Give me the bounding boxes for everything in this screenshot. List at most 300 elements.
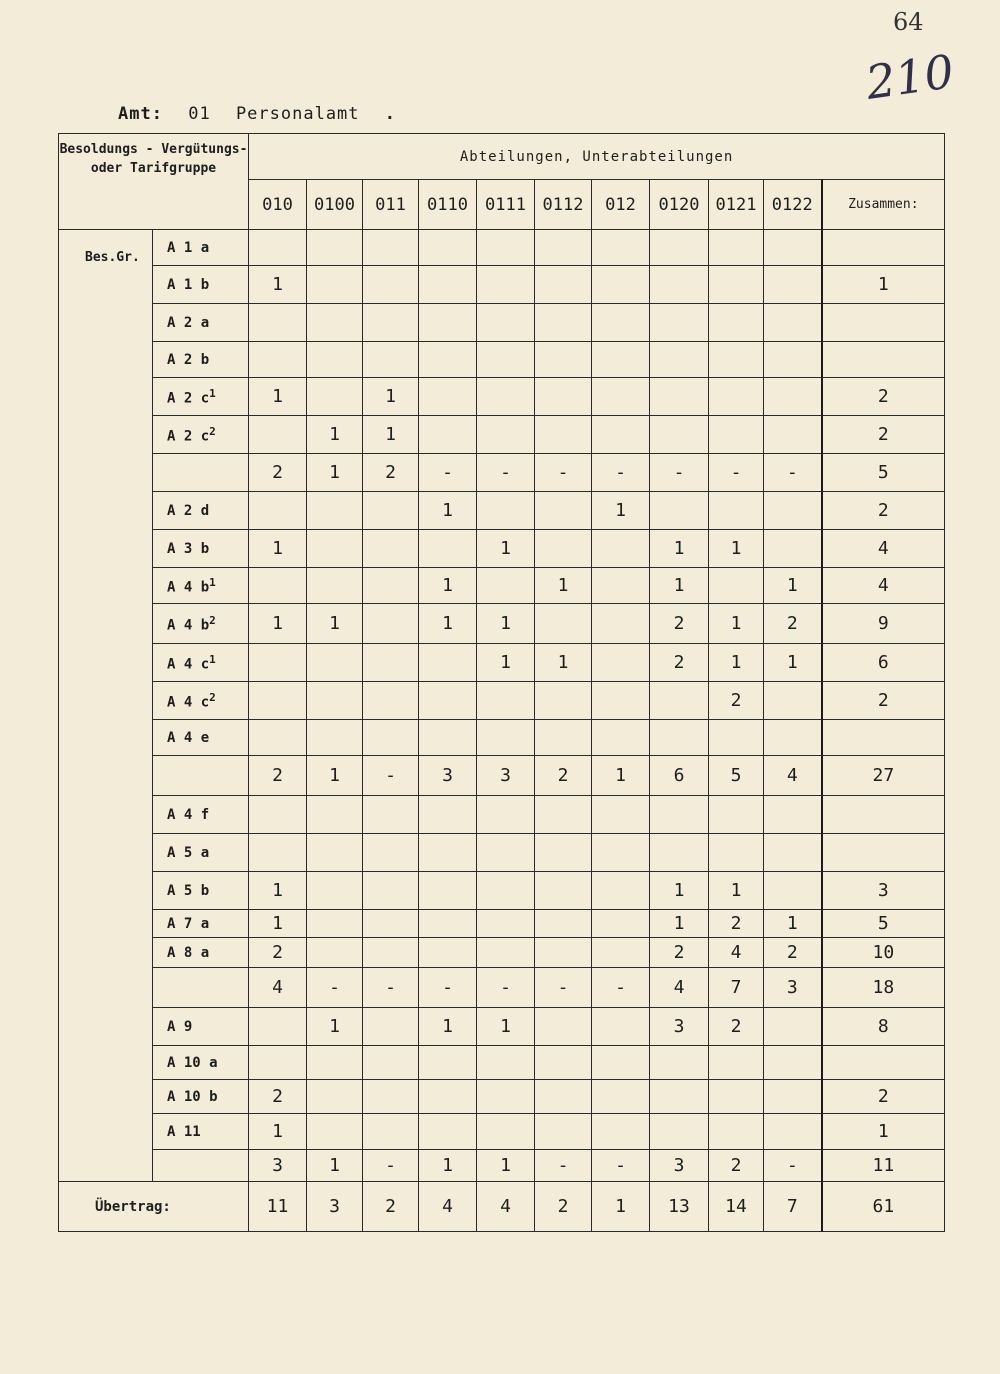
count-cell: 1 bbox=[363, 416, 419, 454]
row-total-cell bbox=[822, 304, 945, 342]
count-cell bbox=[307, 342, 363, 378]
count-cell bbox=[249, 416, 307, 454]
count-cell bbox=[363, 492, 419, 530]
count-cell bbox=[363, 230, 419, 266]
count-cell bbox=[363, 530, 419, 568]
count-cell bbox=[419, 910, 477, 938]
count-cell: 1 bbox=[477, 644, 535, 682]
count-cell: 1 bbox=[249, 378, 307, 416]
count-cell bbox=[477, 1080, 535, 1114]
count-cell bbox=[764, 796, 822, 834]
count-cell bbox=[650, 304, 709, 342]
table-row bbox=[59, 834, 945, 872]
count-cell bbox=[592, 910, 650, 938]
count-cell bbox=[477, 1046, 535, 1080]
count-cell bbox=[307, 644, 363, 682]
count-cell bbox=[363, 682, 419, 720]
count-cell bbox=[419, 1046, 477, 1080]
count-cell bbox=[650, 266, 709, 304]
table-row bbox=[59, 378, 945, 416]
count-cell bbox=[650, 416, 709, 454]
count-cell bbox=[363, 796, 419, 834]
count-cell bbox=[764, 266, 822, 304]
grade-cell bbox=[153, 968, 249, 1008]
count-cell bbox=[592, 834, 650, 872]
grade-superscript: 1 bbox=[209, 386, 216, 400]
handwritten-folio-number: 210 bbox=[862, 44, 958, 110]
count-cell bbox=[419, 230, 477, 266]
count-cell bbox=[477, 720, 535, 756]
grade-label: A 10 a bbox=[167, 1054, 218, 1071]
count-cell: - bbox=[307, 968, 363, 1008]
count-cell bbox=[709, 568, 764, 604]
count-cell bbox=[592, 266, 650, 304]
count-cell bbox=[650, 342, 709, 378]
count-cell: 1 bbox=[535, 568, 592, 604]
count-cell bbox=[764, 378, 822, 416]
row-total-cell bbox=[822, 342, 945, 378]
table-row bbox=[59, 604, 945, 644]
row-total-cell: 5 bbox=[822, 910, 945, 938]
grade-label: A 4 e bbox=[167, 729, 210, 746]
grade-superscript: 1 bbox=[209, 652, 216, 666]
count-cell bbox=[764, 230, 822, 266]
count-cell bbox=[650, 1114, 709, 1150]
count-cell: 3 bbox=[650, 1150, 709, 1182]
count-cell bbox=[764, 834, 822, 872]
column-header-010: 010 bbox=[249, 180, 307, 230]
subtotal-row bbox=[59, 968, 945, 1008]
office-code: 01 bbox=[188, 104, 211, 124]
count-cell bbox=[592, 530, 650, 568]
count-cell bbox=[764, 416, 822, 454]
count-cell: 2 bbox=[650, 644, 709, 682]
grade-label: A 7 a bbox=[167, 915, 210, 932]
count-cell bbox=[249, 342, 307, 378]
row-total-cell: 27 bbox=[822, 756, 945, 796]
count-cell: 4 bbox=[249, 968, 307, 1008]
count-cell: 1 bbox=[764, 568, 822, 604]
count-cell: 3 bbox=[419, 756, 477, 796]
grade-cell bbox=[153, 304, 249, 342]
count-cell: - bbox=[709, 454, 764, 492]
grade-group-label: Bes.Gr. bbox=[59, 230, 153, 1182]
count-cell bbox=[764, 682, 822, 720]
count-cell bbox=[592, 644, 650, 682]
row-total-cell bbox=[822, 720, 945, 756]
count-cell bbox=[592, 304, 650, 342]
count-cell bbox=[535, 682, 592, 720]
count-cell bbox=[477, 568, 535, 604]
count-cell: 1 bbox=[650, 910, 709, 938]
grade-cell bbox=[153, 1080, 249, 1114]
office-label: Amt: bbox=[118, 104, 163, 124]
count-cell bbox=[249, 492, 307, 530]
row-total-cell: 2 bbox=[822, 378, 945, 416]
count-cell bbox=[363, 834, 419, 872]
count-cell bbox=[419, 720, 477, 756]
count-cell: 1 bbox=[249, 604, 307, 644]
count-cell bbox=[592, 1008, 650, 1046]
count-cell: 2 bbox=[535, 756, 592, 796]
grade-label: A 5 a bbox=[167, 844, 210, 861]
office-name: Personalamt bbox=[235, 104, 360, 124]
count-cell: - bbox=[650, 454, 709, 492]
carry-over-total: 61 bbox=[822, 1182, 945, 1232]
grade-cell bbox=[153, 342, 249, 378]
count-cell bbox=[363, 342, 419, 378]
row-total-cell: 5 bbox=[822, 454, 945, 492]
row-total-cell: 1 bbox=[822, 1114, 945, 1150]
table-row bbox=[59, 872, 945, 910]
grade-cell bbox=[153, 720, 249, 756]
count-cell bbox=[709, 378, 764, 416]
count-cell bbox=[477, 492, 535, 530]
grade-cell bbox=[153, 796, 249, 834]
carry-over-cell: 14 bbox=[709, 1182, 764, 1232]
count-cell bbox=[709, 492, 764, 530]
count-cell bbox=[363, 304, 419, 342]
grade-cell bbox=[153, 682, 249, 720]
count-cell: 1 bbox=[249, 910, 307, 938]
count-cell bbox=[592, 416, 650, 454]
table-row bbox=[59, 530, 945, 568]
count-cell bbox=[592, 230, 650, 266]
count-cell bbox=[592, 720, 650, 756]
grade-label: A 3 b bbox=[167, 540, 210, 557]
grade-cell bbox=[153, 530, 249, 568]
carry-over-label: Übertrag: bbox=[59, 1182, 249, 1232]
count-cell bbox=[592, 1114, 650, 1150]
row-total-cell: 2 bbox=[822, 682, 945, 720]
count-cell bbox=[477, 304, 535, 342]
count-cell bbox=[535, 416, 592, 454]
count-cell bbox=[535, 304, 592, 342]
count-cell bbox=[764, 530, 822, 568]
count-cell: 6 bbox=[650, 756, 709, 796]
count-cell bbox=[307, 1046, 363, 1080]
count-cell: - bbox=[419, 454, 477, 492]
count-cell bbox=[535, 834, 592, 872]
count-cell bbox=[535, 604, 592, 644]
count-cell bbox=[477, 230, 535, 266]
row-total-cell bbox=[822, 796, 945, 834]
table-row bbox=[59, 416, 945, 454]
count-cell: 3 bbox=[477, 756, 535, 796]
count-cell: 1 bbox=[650, 568, 709, 604]
row-total-cell: 9 bbox=[822, 604, 945, 644]
count-cell bbox=[307, 492, 363, 530]
count-cell: 2 bbox=[363, 454, 419, 492]
count-cell bbox=[535, 796, 592, 834]
column-header-0120: 0120 bbox=[650, 180, 709, 230]
count-cell bbox=[419, 796, 477, 834]
count-cell: 2 bbox=[764, 938, 822, 968]
subtotal-row bbox=[59, 454, 945, 492]
column-header-012: 012 bbox=[592, 180, 650, 230]
count-cell: 3 bbox=[650, 1008, 709, 1046]
count-cell: 4 bbox=[650, 968, 709, 1008]
grade-label: A 9 bbox=[167, 1018, 193, 1035]
row-total-cell: 2 bbox=[822, 1080, 945, 1114]
grade-cell bbox=[153, 834, 249, 872]
count-cell: 1 bbox=[249, 530, 307, 568]
table-row bbox=[59, 910, 945, 938]
staffing-table bbox=[58, 133, 945, 1232]
grade-cell bbox=[153, 230, 249, 266]
column-header-0100: 0100 bbox=[307, 180, 363, 230]
count-cell bbox=[419, 872, 477, 910]
count-cell bbox=[307, 1080, 363, 1114]
count-cell: - bbox=[592, 454, 650, 492]
row-total-cell: 2 bbox=[822, 416, 945, 454]
count-cell bbox=[249, 1008, 307, 1046]
count-cell: 3 bbox=[249, 1150, 307, 1182]
count-cell bbox=[419, 266, 477, 304]
grade-cell bbox=[153, 492, 249, 530]
count-cell bbox=[709, 1046, 764, 1080]
count-cell bbox=[764, 492, 822, 530]
count-cell: 1 bbox=[419, 1150, 477, 1182]
count-cell: 5 bbox=[709, 756, 764, 796]
count-cell bbox=[307, 530, 363, 568]
count-cell bbox=[592, 378, 650, 416]
count-cell bbox=[363, 644, 419, 682]
count-cell bbox=[592, 872, 650, 910]
row-total-cell: 18 bbox=[822, 968, 945, 1008]
count-cell bbox=[249, 796, 307, 834]
count-cell bbox=[363, 1008, 419, 1046]
count-cell bbox=[419, 682, 477, 720]
count-cell bbox=[249, 720, 307, 756]
count-cell bbox=[307, 1114, 363, 1150]
count-cell: 1 bbox=[709, 530, 764, 568]
count-cell bbox=[764, 1046, 822, 1080]
count-cell: - bbox=[535, 1150, 592, 1182]
row-total-cell: 2 bbox=[822, 492, 945, 530]
count-cell bbox=[477, 872, 535, 910]
column-header-0112: 0112 bbox=[535, 180, 592, 230]
count-cell: 1 bbox=[307, 604, 363, 644]
count-cell bbox=[535, 230, 592, 266]
count-cell bbox=[650, 720, 709, 756]
count-cell bbox=[419, 378, 477, 416]
count-cell bbox=[592, 1046, 650, 1080]
row-total-cell bbox=[822, 834, 945, 872]
count-cell bbox=[419, 1114, 477, 1150]
count-cell bbox=[249, 230, 307, 266]
table-row bbox=[59, 938, 945, 968]
count-cell: - bbox=[477, 968, 535, 1008]
row-total-cell: 8 bbox=[822, 1008, 945, 1046]
count-cell bbox=[363, 910, 419, 938]
carry-over-cell: 7 bbox=[764, 1182, 822, 1232]
count-cell bbox=[363, 938, 419, 968]
page-number: 64 bbox=[893, 8, 924, 36]
count-cell bbox=[764, 1114, 822, 1150]
count-cell bbox=[307, 378, 363, 416]
count-cell bbox=[650, 378, 709, 416]
count-cell: 1 bbox=[477, 1150, 535, 1182]
count-cell: 2 bbox=[650, 604, 709, 644]
grade-cell bbox=[153, 872, 249, 910]
grade-cell bbox=[153, 1046, 249, 1080]
grade-label: A 4 f bbox=[167, 806, 210, 823]
count-cell bbox=[307, 304, 363, 342]
count-cell: 1 bbox=[307, 416, 363, 454]
count-cell bbox=[535, 938, 592, 968]
count-cell bbox=[764, 1008, 822, 1046]
count-cell: 1 bbox=[419, 568, 477, 604]
count-cell bbox=[709, 342, 764, 378]
count-cell bbox=[764, 872, 822, 910]
count-cell bbox=[650, 1080, 709, 1114]
count-cell bbox=[650, 1046, 709, 1080]
count-cell bbox=[363, 568, 419, 604]
count-cell bbox=[650, 796, 709, 834]
carry-over-cell: 2 bbox=[363, 1182, 419, 1232]
count-cell: 2 bbox=[249, 1080, 307, 1114]
count-cell: - bbox=[764, 454, 822, 492]
count-cell: 4 bbox=[709, 938, 764, 968]
count-cell: 1 bbox=[307, 1150, 363, 1182]
count-cell bbox=[419, 938, 477, 968]
count-cell bbox=[650, 682, 709, 720]
table-row bbox=[59, 644, 945, 682]
office-line bbox=[118, 104, 396, 124]
count-cell bbox=[477, 1114, 535, 1150]
count-cell bbox=[307, 266, 363, 304]
table-row bbox=[59, 796, 945, 834]
count-cell bbox=[307, 834, 363, 872]
count-cell bbox=[363, 1046, 419, 1080]
table-row bbox=[59, 1046, 945, 1080]
count-cell bbox=[709, 304, 764, 342]
grade-cell bbox=[153, 604, 249, 644]
grade-label: A 4 c bbox=[167, 656, 210, 673]
count-cell: 1 bbox=[249, 872, 307, 910]
count-cell bbox=[709, 266, 764, 304]
count-cell bbox=[419, 834, 477, 872]
count-cell bbox=[535, 720, 592, 756]
count-cell bbox=[477, 910, 535, 938]
count-cell bbox=[477, 682, 535, 720]
grade-superscript: 2 bbox=[209, 690, 216, 704]
count-cell: 1 bbox=[709, 644, 764, 682]
count-cell: - bbox=[363, 756, 419, 796]
count-cell bbox=[709, 230, 764, 266]
count-cell bbox=[363, 720, 419, 756]
count-cell: 2 bbox=[764, 604, 822, 644]
count-cell bbox=[307, 682, 363, 720]
count-cell bbox=[535, 530, 592, 568]
count-cell: 1 bbox=[709, 604, 764, 644]
count-cell: 1 bbox=[477, 604, 535, 644]
count-cell bbox=[592, 342, 650, 378]
count-cell: - bbox=[477, 454, 535, 492]
count-cell: 1 bbox=[307, 1008, 363, 1046]
count-cell: - bbox=[592, 1150, 650, 1182]
carry-over-row bbox=[59, 1182, 945, 1232]
column-header-0111: 0111 bbox=[477, 180, 535, 230]
count-cell bbox=[363, 266, 419, 304]
column-header-0121: 0121 bbox=[709, 180, 764, 230]
row-total-cell bbox=[822, 230, 945, 266]
carry-over-cell: 2 bbox=[535, 1182, 592, 1232]
count-cell bbox=[592, 1080, 650, 1114]
count-cell bbox=[249, 304, 307, 342]
count-cell bbox=[709, 1080, 764, 1114]
grade-label: A 2 a bbox=[167, 314, 210, 331]
count-cell: 1 bbox=[477, 1008, 535, 1046]
grade-label: A 5 b bbox=[167, 882, 210, 899]
grade-superscript: 1 bbox=[209, 575, 216, 589]
count-cell: - bbox=[419, 968, 477, 1008]
count-cell bbox=[709, 720, 764, 756]
column-header-011: 011 bbox=[363, 180, 419, 230]
count-cell: - bbox=[535, 454, 592, 492]
count-cell: 4 bbox=[764, 756, 822, 796]
count-cell bbox=[419, 1080, 477, 1114]
grade-cell bbox=[153, 1114, 249, 1150]
grade-cell bbox=[153, 454, 249, 492]
count-cell bbox=[592, 796, 650, 834]
grade-group-header: Besoldungs - Vergütungs-oder Tarifgruppe bbox=[59, 134, 249, 230]
count-cell bbox=[419, 530, 477, 568]
row-total-cell bbox=[822, 1046, 945, 1080]
grade-label: A 2 c bbox=[167, 428, 210, 445]
count-cell bbox=[307, 796, 363, 834]
count-cell bbox=[419, 644, 477, 682]
count-cell bbox=[535, 378, 592, 416]
count-cell bbox=[419, 342, 477, 378]
count-cell: 1 bbox=[764, 644, 822, 682]
grade-cell bbox=[153, 378, 249, 416]
subtotal-row bbox=[59, 756, 945, 796]
count-cell bbox=[592, 682, 650, 720]
carry-over-cell: 4 bbox=[477, 1182, 535, 1232]
count-cell: 2 bbox=[709, 682, 764, 720]
count-cell bbox=[249, 1046, 307, 1080]
table-row bbox=[59, 1008, 945, 1046]
count-cell bbox=[709, 416, 764, 454]
count-cell bbox=[709, 1114, 764, 1150]
count-cell bbox=[249, 682, 307, 720]
table-row bbox=[59, 342, 945, 378]
row-total-cell: 1 bbox=[822, 266, 945, 304]
grade-cell bbox=[153, 568, 249, 604]
count-cell: 1 bbox=[535, 644, 592, 682]
count-cell: 2 bbox=[709, 1008, 764, 1046]
count-cell: 2 bbox=[650, 938, 709, 968]
count-cell bbox=[477, 416, 535, 454]
count-cell bbox=[535, 342, 592, 378]
count-cell: - bbox=[764, 1150, 822, 1182]
count-cell bbox=[764, 342, 822, 378]
count-cell: 2 bbox=[249, 756, 307, 796]
grade-cell bbox=[153, 756, 249, 796]
departments-header: Abteilungen, Unterabteilungen bbox=[249, 134, 945, 180]
count-cell: 2 bbox=[249, 938, 307, 968]
count-cell bbox=[477, 342, 535, 378]
count-cell bbox=[477, 266, 535, 304]
count-cell bbox=[363, 1114, 419, 1150]
count-cell bbox=[709, 834, 764, 872]
grade-label: A 4 b bbox=[167, 579, 210, 596]
count-cell bbox=[535, 872, 592, 910]
count-cell bbox=[535, 1046, 592, 1080]
count-cell bbox=[650, 230, 709, 266]
